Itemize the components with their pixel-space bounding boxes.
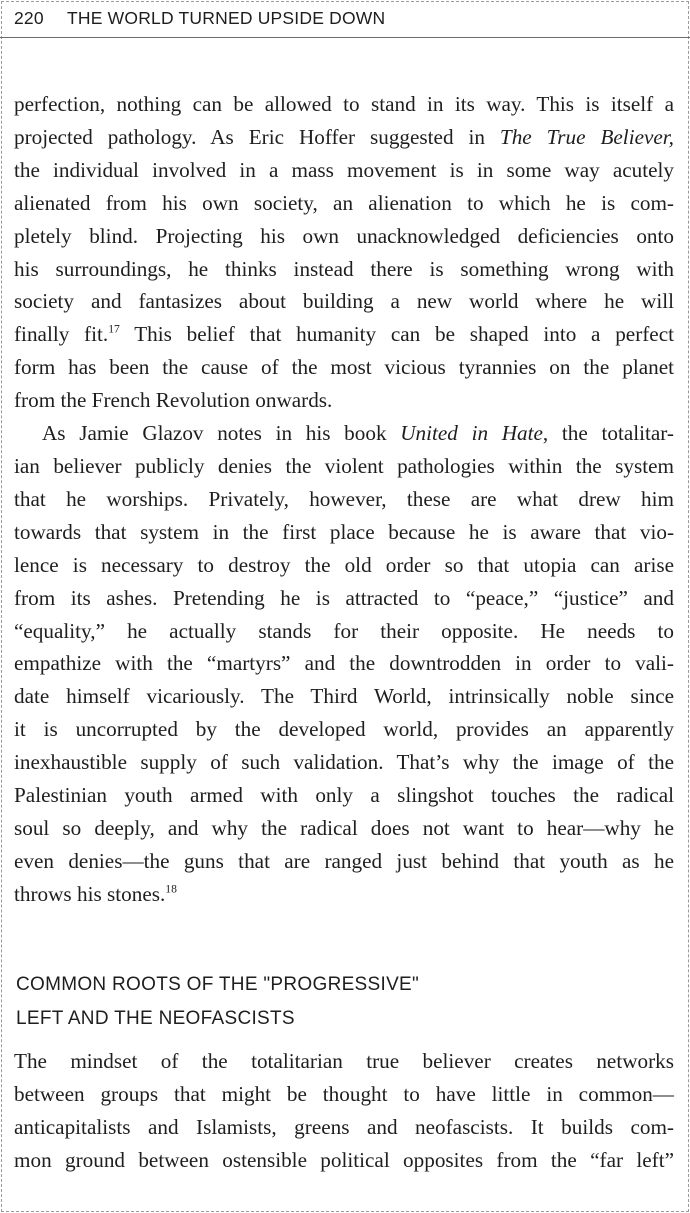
text-line: perfection, nothing can be allowed to stand in its way. This is itself a [14,92,674,116]
text-line: ian believer publicly denies the violent pathologies within the system [14,453,674,478]
page-number: 220 [14,8,44,28]
body-text-upper [14,88,674,911]
body-text-lower [14,1045,674,1177]
text-line: pletely blind. Projecting his own unacknowledged deficiencies onto [14,223,674,248]
text-line [14,318,674,351]
text-line [14,417,674,450]
text-line: it is uncorrupted by the developed world, provides an apparently [14,717,674,742]
text-line: The mindset of the totalitarian true believer creates networks [14,1049,674,1073]
book-title: United in Hate [400,421,543,446]
text-line: lence is necessary to destroy the old order so that utopia can arise [14,552,674,577]
text-span: projected pathology. As Eric Hoffer suggested in [14,124,500,149]
text-line: anticapitalists and Islamists, greens and neofascists. It builds com- [14,1114,674,1139]
text-line: “equality,” he actually stands for their opposite. He needs to [14,618,674,643]
text-span: , the totalitar- [542,421,674,446]
text-span: This belief that humanity can be shaped into a perfect [119,322,674,347]
text-span: finally fit. [14,322,109,347]
text-line: society and fantasizes about building a new world where he will [14,289,674,314]
text-line: the individual involved in a mass movement is in some way acutely [14,157,674,182]
text-line: from the French Revolution onwards. [14,388,333,413]
text-line: his surroundings, he thinks instead there is something wrong with [14,256,674,281]
running-title: THE WORLD TURNED UPSIDE DOWN [67,8,386,28]
text-line [14,878,674,911]
section-heading [16,968,419,1036]
text-span: As Jamie Glazov notes in his book [42,421,401,446]
footnote-marker: 18 [165,882,177,896]
book-title: The True Believer, [499,124,674,149]
text-line: that he worships. Privately, however, these are what drew him [14,486,674,511]
text-span: throws his stones. [14,881,166,906]
footnote-marker: 17 [108,322,120,336]
text-line: form has been the cause of the most vicious tyrannies on the planet [14,355,674,380]
section-heading-line: LEFT AND THE NEOFASCISTS [16,1008,295,1029]
text-line: between groups that might be thought to have little in common— [14,1081,674,1106]
text-line: even denies—the guns that are ranged just behind that youth as he [14,848,674,873]
text-line: date himself vicariously. The Third World, intrinsically noble since [14,684,674,709]
text-line [14,121,674,154]
text-line: Palestinian youth armed with only a slingshot touches the radical [14,783,674,808]
text-line: mon ground between ostensible political opposites from the “far left” [14,1147,674,1172]
text-line: empathize with the “martyrs” and the downtrodden in order to vali- [14,651,674,676]
text-line: from its ashes. Pretending he is attracted to “peace,” “justice” and [14,585,674,610]
text-line: towards that system in the first place because he is aware that vio- [14,519,674,544]
text-line: soul so deeply, and why the radical does not want to hear—why he [14,815,674,840]
text-line: alienated from his own society, an alienation to which he is com- [14,190,674,215]
running-head [0,0,690,38]
text-line: inexhaustible supply of such validation. That’s why the image of the [14,750,674,775]
section-heading-line: COMMON ROOTS OF THE "PROGRESSIVE" [16,974,420,995]
